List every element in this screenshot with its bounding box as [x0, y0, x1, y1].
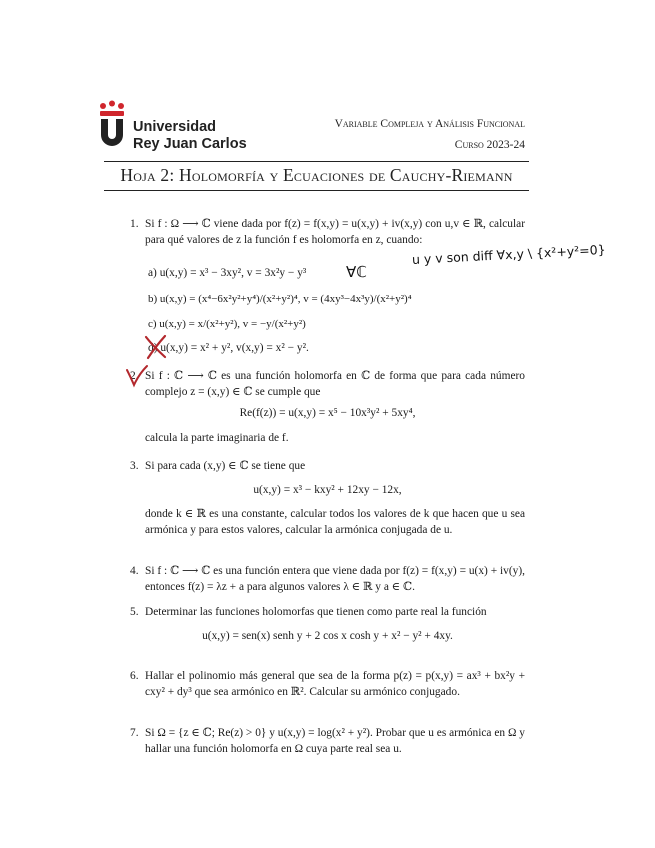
exercise-number: 5.: [130, 606, 139, 618]
handwritten-note-differentiable: u y v son diff ∀x,y \ {x²+y²=0}: [411, 241, 606, 267]
exercise-after: donde k ∈ ℝ es una constante, calcular todos los valores de k que hacen que u sea armónica y para estos valores, calcular la armónica conjugada de u.: [145, 508, 525, 536]
item-a: a) u(x,y) = x³ − 3xy², v = 3x²y − y³: [148, 267, 307, 279]
page-title: Hoja 2: Holomorfía y Ecuaciones de Cauchy-Riemann: [120, 165, 513, 185]
handwritten-check-mark: [125, 364, 149, 388]
university-logo: [97, 100, 257, 150]
exercise-number: 6.: [130, 670, 139, 682]
university-name: [133, 119, 247, 153]
exercise-text: Determinar las funciones holomorfas que tienen como parte real la función: [145, 606, 487, 618]
exercise-text: Si f : Ω ⟶ ℂ viene dada por f(z) = f(x,y) = u(x,y) + iv(x,y) con u,v ∈ ℝ, calcular para qué valores de z la función f es holomorfa en z, cuando:: [145, 218, 525, 246]
crown-icon: [97, 100, 127, 148]
item-b: b) u(x,y) = (x⁴−6x²y²+y⁴)/(x²+y²)⁴, v = (4xy³−4x³y)/(x²+y²)⁴: [148, 293, 412, 305]
logo-line1: Universidad: [133, 119, 216, 135]
exercise-number: 7.: [130, 727, 139, 739]
exercise-text: Si f : ℂ ⟶ ℂ es una función holomorfa en ℂ de forma que para cada número complejo z = (x,y) ∈ ℂ se cumple que: [145, 370, 525, 398]
handwritten-cross-mark: [143, 334, 169, 360]
exercise-number: 4.: [130, 565, 139, 577]
exercise-text: Hallar el polinomio más general que sea de la forma p(z) = p(x,y) = ax³ + bx²y + cxy² + dy³ que sea armónico en ℝ². Calcular su armónico conjugado.: [145, 670, 525, 698]
course-name: Variable Compleja y Análisis Funcional: [334, 118, 525, 130]
exercise-text: Si Ω = {z ∈ ℂ; Re(z) > 0} y u(x,y) = log(x² + y²). Probar que u es armónica en Ω y hallar una función holomorfa en Ω cuya parte real sea u.: [145, 727, 525, 755]
exercise-number: 3.: [130, 460, 139, 472]
item-d: d) u(x,y) = x² + y², v(x,y) = x² − y².: [148, 342, 309, 354]
item-c: c) u(x,y) = x/(x²+y²), v = −y/(x²+y²): [148, 318, 306, 330]
title-rule-top: [104, 161, 529, 162]
exercise-number: 1.: [130, 218, 139, 230]
exercise-number: 2.: [130, 370, 139, 382]
exercise-text: Si f : ℂ ⟶ ℂ es una función entera que viene dada por f(z) = f(x,y) = u(x) + iv(y), entonces f(z) = λz + a para algunos valores λ ∈ ℝ y a ∈ ℂ.: [145, 565, 525, 593]
exercise-after: calcula la parte imaginaria de f.: [145, 432, 289, 444]
display-formula: u(x,y) = x³ − kxy² + 12xy − 12x,: [253, 484, 402, 496]
title-rule-bottom: [104, 190, 529, 191]
display-formula: u(x,y) = sen(x) senh y + 2 cos x cosh y + x² − y² + 4xy.: [202, 630, 453, 642]
course-year: Curso 2023-24: [454, 139, 525, 151]
logo-line2: Rey Juan Carlos: [133, 136, 247, 152]
display-formula: Re(f(z)) = u(x,y) = x⁵ − 10x³y² + 5xy⁴,: [239, 407, 416, 419]
handwritten-note-forall: ∀ℂ: [346, 263, 367, 281]
exercise-text: Si para cada (x,y) ∈ ℂ se tiene que: [145, 460, 306, 472]
